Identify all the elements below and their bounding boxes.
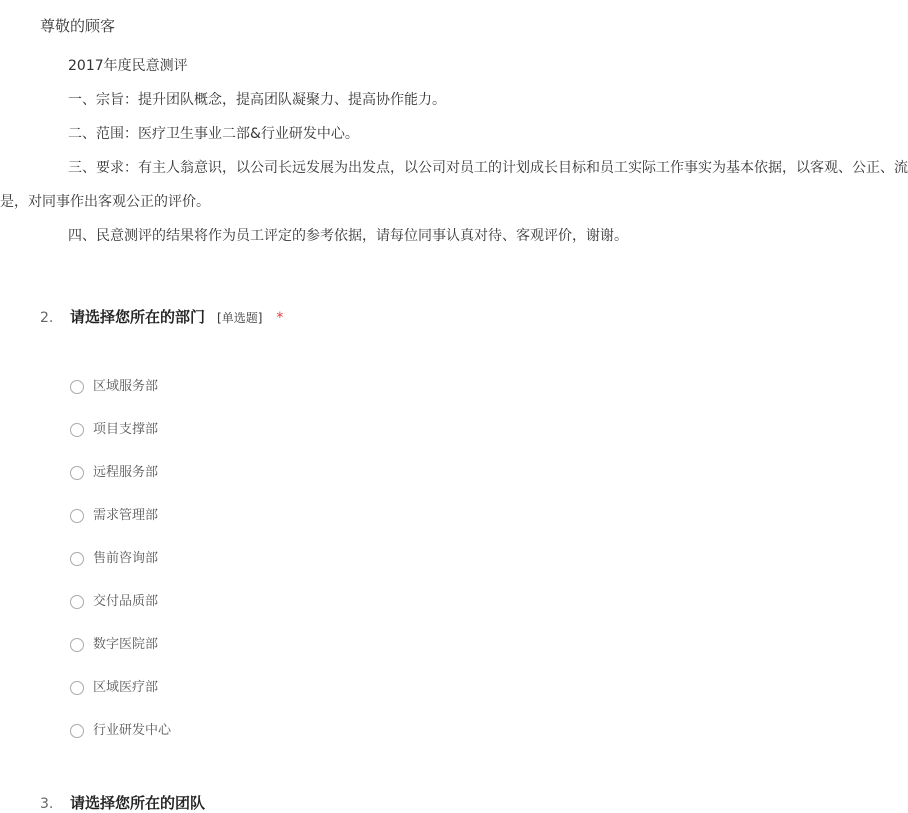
option-label[interactable]: 交付品质部 xyxy=(93,594,159,609)
option-label[interactable]: 行业研发中心 xyxy=(93,723,172,738)
intro-requirements-cont: 是，对同事作出客观公正的评价。 xyxy=(0,194,210,210)
radio-button[interactable] xyxy=(70,380,84,394)
intro-requirements: 三、要求：有主人翁意识，以公司长远发展为出发点，以公司对员工的计划成长目标和员工实际工作事实为基本依据，以客观、公正、流 xyxy=(68,160,908,176)
question-2-header xyxy=(40,306,283,327)
greeting-text: 尊敬的顾客 xyxy=(40,17,116,35)
option-remote-service[interactable] xyxy=(70,464,171,507)
question-title: 请选择您所在的团队 xyxy=(70,794,206,812)
department-options xyxy=(70,378,171,765)
option-label[interactable]: 数字医院部 xyxy=(93,637,159,652)
option-delivery-quality[interactable] xyxy=(70,593,171,636)
option-requirements-mgmt[interactable] xyxy=(70,507,171,550)
question-3-header xyxy=(40,792,217,813)
radio-button[interactable] xyxy=(70,423,84,437)
intro-scope: 二、范围：医疗卫生事业二部&行业研发中心。 xyxy=(68,126,359,142)
option-label[interactable]: 区域医疗部 xyxy=(93,680,159,695)
radio-button[interactable] xyxy=(70,595,84,609)
question-number: 3. xyxy=(40,796,54,812)
option-label[interactable]: 远程服务部 xyxy=(93,465,159,480)
survey-intro xyxy=(0,55,908,259)
question-number: 2. xyxy=(40,310,54,326)
radio-button[interactable] xyxy=(70,724,84,738)
question-type-label: [单选题] xyxy=(217,311,263,325)
question-title: 请选择您所在的部门 xyxy=(70,308,206,326)
option-project-support[interactable] xyxy=(70,421,171,464)
option-regional-medical[interactable] xyxy=(70,679,171,722)
option-digital-hospital[interactable] xyxy=(70,636,171,679)
intro-title: 2017年度民意测评 xyxy=(68,58,188,74)
required-mark: * xyxy=(276,310,284,326)
radio-button[interactable] xyxy=(70,552,84,566)
option-label[interactable]: 项目支撑部 xyxy=(93,422,159,437)
option-label[interactable]: 需求管理部 xyxy=(93,508,159,523)
radio-button[interactable] xyxy=(70,638,84,652)
intro-purpose: 一、宗旨：提升团队概念，提高团队凝聚力、提高协作能力。 xyxy=(68,92,446,108)
intro-results: 四、民意测评的结果将作为员工评定的参考依据，请每位同事认真对待、客观评价，谢谢。 xyxy=(68,228,628,244)
option-label[interactable]: 区域服务部 xyxy=(93,379,159,394)
radio-button[interactable] xyxy=(70,466,84,480)
option-label[interactable]: 售前咨询部 xyxy=(93,551,159,566)
option-industry-rd-center[interactable] xyxy=(70,722,171,765)
option-presales-consulting[interactable] xyxy=(70,550,171,593)
radio-button[interactable] xyxy=(70,509,84,523)
radio-button[interactable] xyxy=(70,681,84,695)
option-regional-service[interactable] xyxy=(70,378,171,421)
